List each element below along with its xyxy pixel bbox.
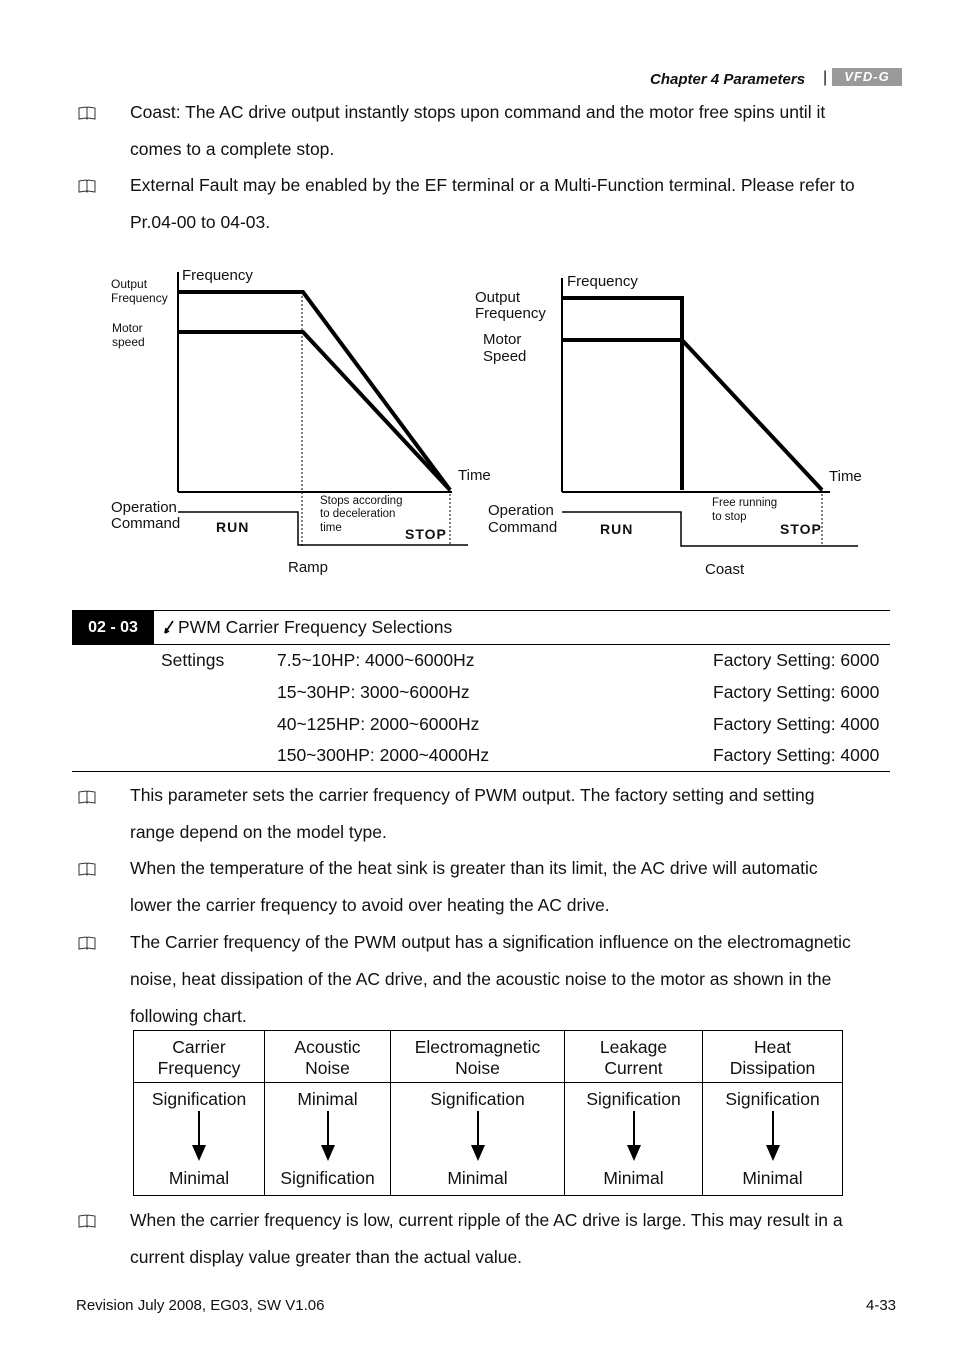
chapter-heading: Chapter 4 Parameters: [650, 71, 806, 88]
svg-text:Command: Command: [488, 519, 558, 536]
arrow-down-icon: [765, 1111, 781, 1161]
product-logo: VFD-G: [832, 68, 902, 86]
table-cell: Signification Minimal: [565, 1083, 703, 1196]
svg-text:Command: Command: [111, 515, 181, 532]
svg-text:Speed: Speed: [483, 348, 527, 365]
svg-text:to stop: to stop: [712, 511, 747, 523]
arrow-down-icon: [626, 1111, 642, 1161]
table-header: Acoustic Noise: [265, 1031, 391, 1083]
book-icon: [78, 862, 96, 876]
ramp-caption: Ramp: [288, 559, 329, 576]
table-header: Heat Dissipation: [703, 1031, 843, 1083]
settings-label: Settings: [161, 650, 225, 670]
arrow-down-icon: [191, 1111, 207, 1161]
bullet-heat-sink: When the temperature of the heat sink is greater than its limit, the AC drive will automatic lower the carrier frequency to avoid over heating the AC drive.: [130, 858, 818, 915]
factory-setting: Factory Setting: 6000: [713, 682, 880, 702]
param-top-rule: [72, 610, 890, 611]
svg-text:Stops according: Stops according: [320, 495, 403, 507]
coast-caption: Coast: [705, 561, 745, 578]
svg-text:Operation: Operation: [111, 499, 177, 516]
bullet-low-carrier: When the carrier frequency is low, current ripple of the AC drive is large. This may result in a current display value greater than the actual value.: [130, 1210, 843, 1267]
table-header-row: [134, 1031, 843, 1083]
book-icon: [78, 1214, 96, 1228]
page-number: 4-33: [866, 1297, 897, 1314]
setting-range: 40~125HP: 2000~6000Hz: [277, 714, 480, 734]
svg-text:speed: speed: [112, 335, 145, 349]
svg-text:Operation: Operation: [488, 502, 554, 519]
svg-text:Time: Time: [458, 467, 491, 484]
svg-text:Free running: Free running: [712, 497, 778, 509]
svg-text:Frequency: Frequency: [111, 291, 168, 305]
svg-text:RUN: RUN: [216, 519, 250, 535]
param-id: 02 - 03: [72, 611, 154, 645]
svg-text:Frequency: Frequency: [567, 273, 638, 290]
svg-text:STOP: STOP: [780, 521, 822, 537]
svg-text:Motor: Motor: [483, 331, 522, 348]
arrow-down-icon: [320, 1111, 336, 1161]
footer-revision: Revision July 2008, EG03, SW V1.06: [76, 1297, 325, 1314]
param-title-rule: [72, 644, 890, 645]
ramp-diagram: [111, 267, 491, 576]
bullet-carrier-intro: This parameter sets the carrier frequency of PWM output. The factory setting and setting range depend on the model type.: [130, 785, 815, 842]
svg-text:Time: Time: [829, 468, 862, 485]
table-cell: Minimal Signification: [265, 1083, 391, 1196]
bullet-coast: Coast: The AC drive output instantly stops upon command and the motor free spins until it comes to a complete stop.: [130, 102, 826, 159]
factory-setting: Factory Setting: 6000: [713, 650, 880, 670]
table-header: Carrier Frequency: [134, 1031, 265, 1083]
setting-range: 7.5~10HP: 4000~6000Hz: [277, 650, 475, 670]
table-header: Electromagnetic Noise: [391, 1031, 565, 1083]
pencil-icon: [162, 618, 176, 636]
bullet-external-fault: External Fault may be enabled by the EF terminal or a Multi-Function terminal. Please refer to Pr.04-00 to 04-03.: [130, 175, 855, 232]
setting-range: 150~300HP: 2000~4000Hz: [277, 745, 490, 765]
svg-text:Output: Output: [111, 277, 148, 291]
svg-text:time: time: [320, 522, 342, 534]
carrier-comparison-table: [133, 1030, 843, 1196]
svg-text:Output: Output: [475, 289, 521, 306]
svg-text:Motor: Motor: [112, 321, 143, 335]
factory-setting: Factory Setting: 4000: [713, 714, 880, 734]
param-title: PWM Carrier Frequency Selections: [178, 617, 453, 637]
factory-setting: Factory Setting: 4000: [713, 745, 880, 765]
ramp-frequency-label: Frequency: [182, 267, 253, 284]
bullet-carrier-influence: The Carrier frequency of the PWM output has a signification influence on the electromagnetic noise, heat dissipation of the AC drive, and the acoustic noise to the motor as shown in the following chart.: [130, 932, 851, 1026]
table-row: [134, 1083, 843, 1196]
svg-text:Frequency: Frequency: [475, 305, 546, 322]
header-separator: |: [823, 69, 828, 86]
table-header: Leakage Current: [565, 1031, 703, 1083]
svg-text:STOP: STOP: [405, 526, 447, 542]
setting-range: 15~30HP: 3000~6000Hz: [277, 682, 470, 702]
param-bottom-rule: [72, 771, 890, 772]
arrow-down-icon: [470, 1111, 486, 1161]
book-icon: [78, 936, 96, 950]
book-icon: [78, 790, 96, 804]
stop-method-diagram: [0, 0, 954, 600]
coast-diagram: [475, 273, 862, 578]
table-cell: Signification Minimal: [134, 1083, 265, 1196]
svg-text:to deceleration: to deceleration: [320, 508, 396, 520]
svg-text:RUN: RUN: [600, 521, 634, 537]
table-cell: Signification Minimal: [703, 1083, 843, 1196]
table-cell: Signification Minimal: [391, 1083, 565, 1196]
